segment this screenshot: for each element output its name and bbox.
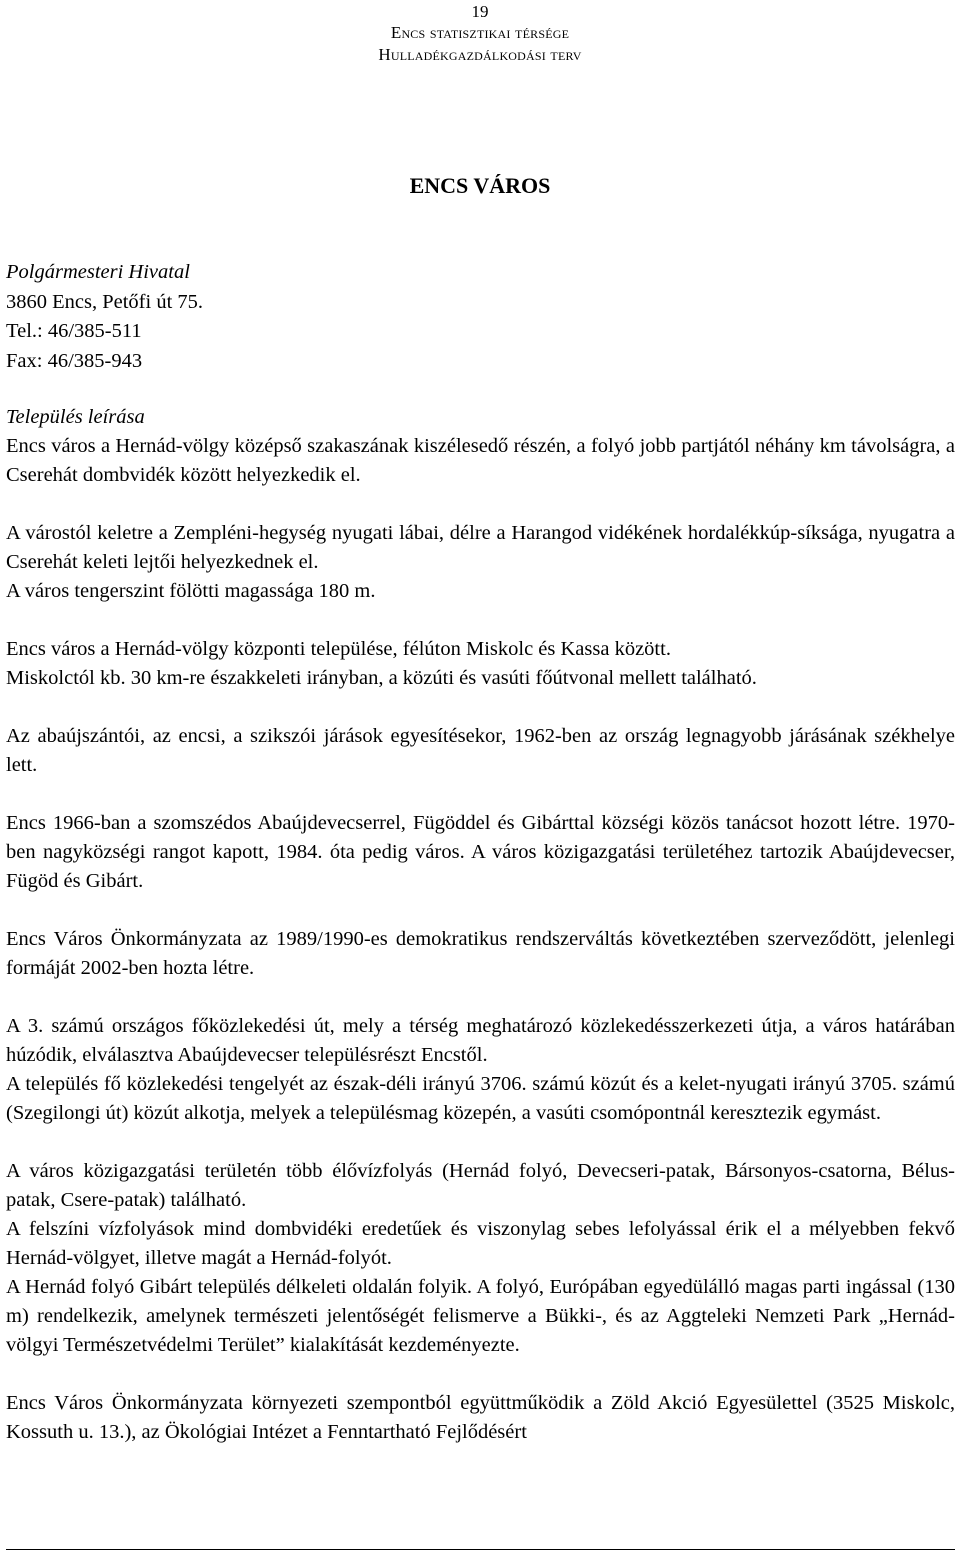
page-number: 19 (471, 2, 489, 21)
paragraph-7: Encs 1966-ban a szomszédos Abaújdevecserrel, Fügöddel és Gibárttal községi közös tanácsot hozott létre. 1970-ben nagyközségi rangot kapott, 1984. óta pedig város. A város közigazgatási területéhez tartozik Abaújdevecser, Fügöd és Gibárt. (6, 812, 955, 892)
body-text (6, 403, 955, 1447)
paragraph-5: Miskolctól kb. 30 km-re északkeleti irányban, a közúti és vasúti főútvonal mellett található. (6, 667, 757, 689)
paragraph-13: A Hernád folyó Gibárt település délkeleti oldalán folyik. A folyó, Európában egyedülálló magas parti ingással (130 m) rendelkezik, amelynek természeti jelentőségét felismerve a Bükki-, és az Aggteleki Nemzeti Park „Hernád-völgyi Természetvédelmi Terület” kialakítását kezdeményezte. (6, 1276, 955, 1356)
section-title: Település leírása (6, 406, 145, 428)
paragraph-12: A felszíni vízfolyások mind dombvidéki eredetűek és viszonylag sebes lefolyással érik el a mélyebben fekvő Hernád-völgyet, illetve magát a Hernád-folyót. (6, 1218, 955, 1269)
paragraph-14: Encs Város Önkormányzata környezeti szempontból együttműködik a Zöld Akció Egyesülettel (3525 Miskolc, Kossuth u. 13.), az Ökológiai Intézet a Fenntartható Fejlődésért (6, 1392, 955, 1443)
contact-block (6, 258, 203, 376)
page-header (0, 0, 960, 66)
paragraph-8: Encs Város Önkormányzata az 1989/1990-es demokratikus rendszerváltás következtében szerveződött, jelenlegi formáját 2002-ben hozta létre. (6, 928, 955, 979)
header-line-1: Encs statisztikai térsége (390, 23, 570, 42)
paragraph-2: A várostól keletre a Zempléni-hegység nyugati lábai, délre a Harangod vidékének hordalékkúp-síksága, nyugatra a Cserehát keleti lejtői helyezkednek el. (6, 522, 955, 573)
office-tel: Tel.: 46/385-511 (6, 320, 142, 342)
paragraph-4: Encs város a Hernád-völgy központi települése, félúton Miskolc és Kassa között. (6, 638, 671, 660)
paragraph-11: A város közigazgatási területén több élővízfolyás (Hernád folyó, Devecseri-patak, Bársonyos-csatorna, Bélus-patak, Csere-patak) található. (6, 1160, 955, 1211)
office-name: Polgármesteri Hivatal (6, 261, 190, 283)
paragraph-9: A 3. számú országos főközlekedési út, mely a térség meghatározó közlekedésszerkezeti útja, a város határában húzódik, elválasztva Abaújdevecser településrészt Encstől. (6, 1015, 955, 1066)
header-line-2: Hulladékgazdálkodási terv (378, 45, 582, 64)
paragraph-10: A település fő közlekedési tengelyét az észak-déli irányú 3706. számú közút és a kelet-nyugati irányú 3705. számú (Szegilongi út) közút alkotja, melyek a településmag közepén, a vasúti csomópontnál keresztezik egymást. (6, 1073, 955, 1124)
footer-rule (6, 1549, 955, 1550)
office-address: 3860 Encs, Petőfi út 75. (6, 290, 204, 313)
paragraph-3: A város tengerszint fölötti magassága 180 m. (6, 580, 376, 602)
page-title: ENCS VÁROS (409, 173, 551, 198)
paragraph-1: Encs város a Hernád-völgy középső szakaszának kiszélesedő részén, a folyó jobb partjától néhány km távolságra, a Cserehát dombvidék között helyezkedik el. (6, 435, 955, 486)
office-fax: Fax: 46/385-943 (6, 349, 143, 372)
paragraph-6: Az abaújszántói, az encsi, a szikszói járások egyesítésekor, 1962-ben az ország legnagyobb járásának székhelye lett. (6, 725, 955, 776)
